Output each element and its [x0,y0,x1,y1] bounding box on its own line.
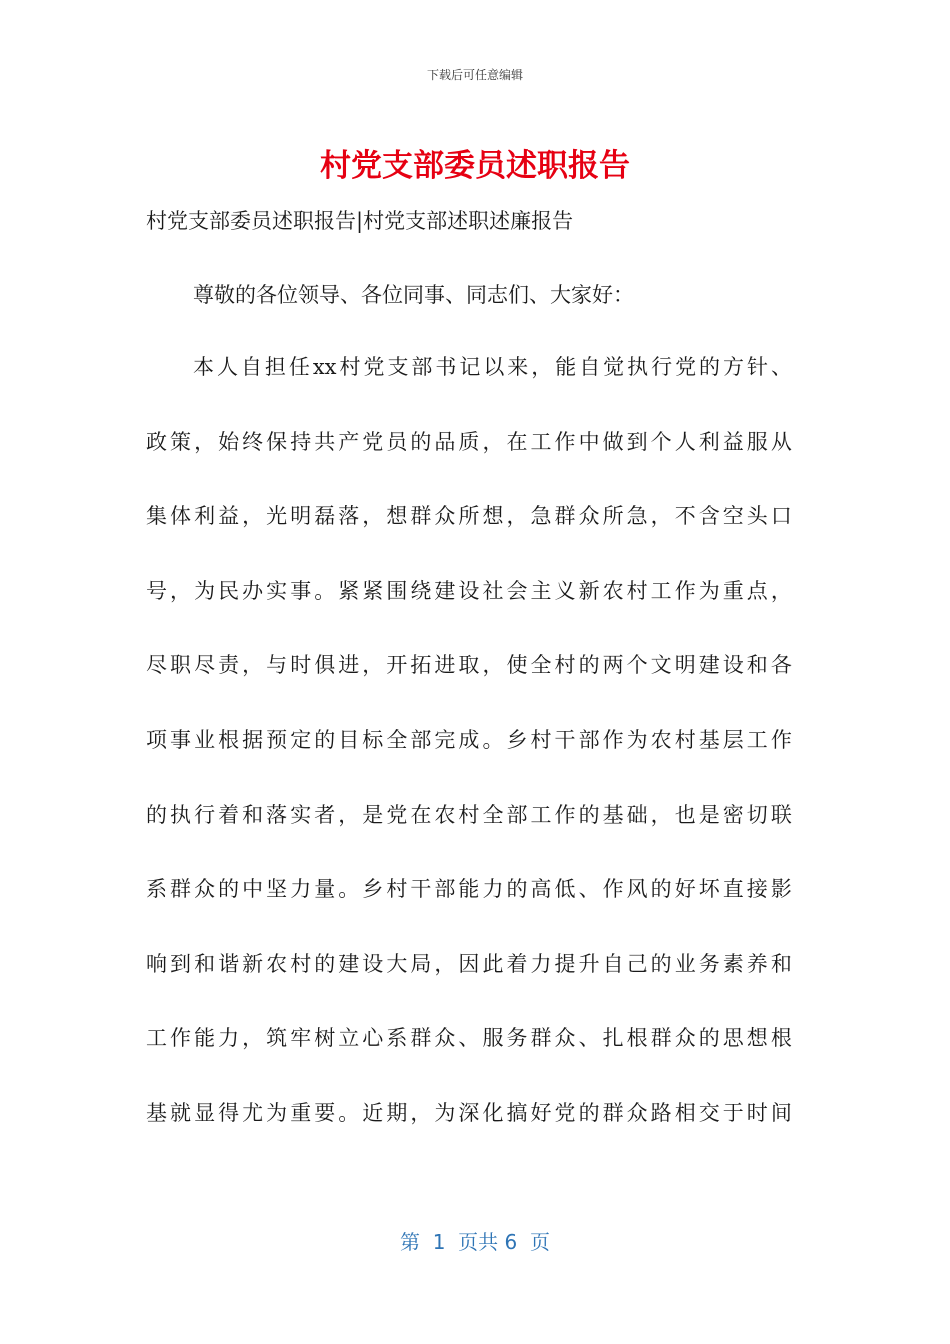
document-title: 村党支部委员述职报告 [320,148,630,184]
body-line: 工 作 能 力 ， 筑 牢 树 立 心 系 群 众 、 服 务 群 众 、 扎 根 群 众 的 思 想 根 [146,1026,792,1051]
page-footer: 第 1 页共 6 页 [400,1230,550,1254]
body-line: 的 执 行 着 和 落 实 者 ， 是 党 在 农 村 全 部 工 作 的 基 础 ， 也 是 密 切 联 [146,802,792,827]
greeting-line: 尊敬的各位领导、各位同事、同志们、大家好： [193,283,634,307]
body-line: 项 事 业 根 据 预 定 的 目 标 全 部 完 成 。 乡 村 干 部 作 为 农 村 基 层 工 作 [146,727,792,752]
body-line: 本 人 自 担 任 xx 村 党 支 部 书 记 以 来 ， 能 自 觉 执 行 党 的 方 针 、 [193,355,792,379]
body-line: 号 ， 为 民 办 实 事 。 紧 紧 围 绕 建 设 社 会 主 义 新 农 村 工 作 为 重 点 ， [146,578,792,603]
body-line: 尽 职 尽 责 ， 与 时 俱 进 ， 开 拓 进 取 ， 使 全 村 的 两 个 文 明 建 设 和 各 [146,653,792,678]
body-text [146,350,792,1171]
body-line: 响 到 和 谐 新 农 村 的 建 设 大 局 ， 因 此 着 力 提 升 自 己 的 业 务 素 养 和 [146,951,792,976]
body-line: 基 就 显 得 尤 为 重 要 。 近 期 ， 为 深 化 搞 好 党 的 群 众 路 相 交 于 时 间 [146,1100,792,1125]
body-line: 集 体 利 益 ， 光 明 磊 落 ， 想 群 众 所 想 ， 急 群 众 所 急 ， 不 含 空 头 口 [146,504,792,529]
body-line: 政 策 ， 始 终 保 持 共 产 党 员 的 品 质 ， 在 工 作 中 做 到 个 人 利 益 服 从 [146,429,792,454]
body-line: 系 群 众 的 中 坚 力 量 。 乡 村 干 部 能 力 的 高 低 、 作 风 的 好 坏 直 接 影 [146,877,792,902]
header-note: 下载后可任意编辑 [426,68,523,82]
document-subtitle: 村党支部委员述职报告|村党支部述职述廉报告 [146,209,574,233]
